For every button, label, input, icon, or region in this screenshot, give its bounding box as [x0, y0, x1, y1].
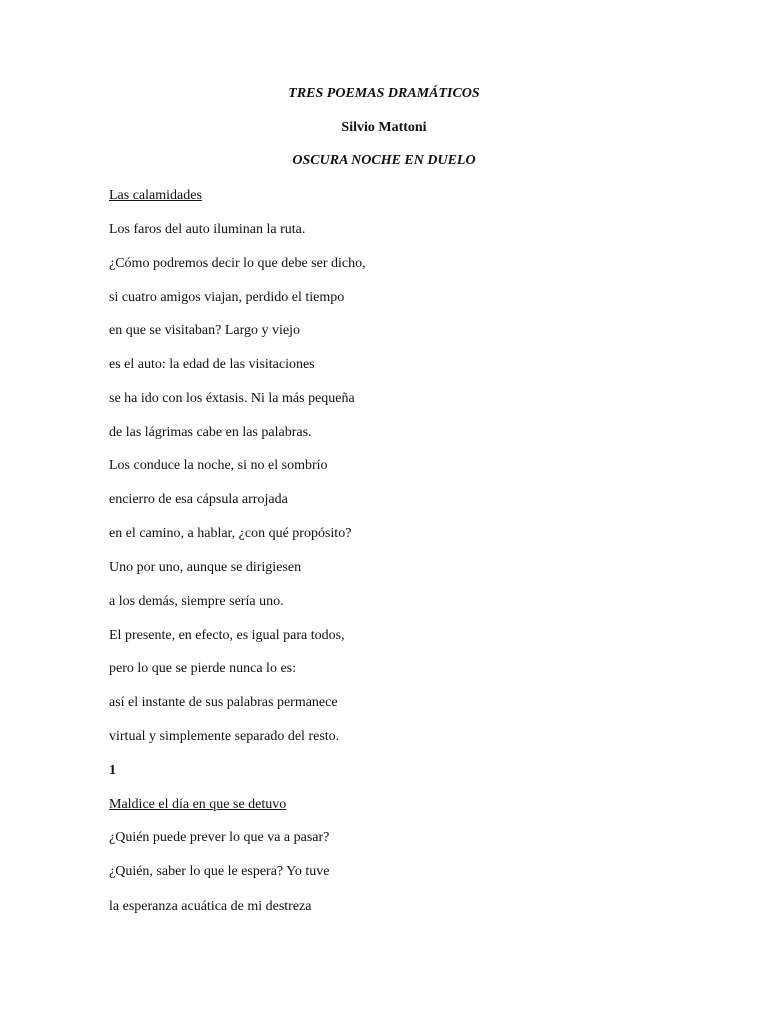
- poem-line: El presente, en efecto, es igual para todos,: [109, 628, 345, 643]
- poem-title: OSCURA NOCHE EN DUELO: [292, 153, 476, 168]
- poem-line: si cuatro amigos viajan, perdido el tiempo: [109, 290, 345, 305]
- poem-line: Los conduce la noche, si no el sombrío: [109, 458, 328, 473]
- poem-line: se ha ido con los éxtasis. Ni la más pequeña: [109, 391, 355, 406]
- poem-line: ¿Quién puede prever lo que va a pasar?: [109, 830, 330, 845]
- section-heading-maldice: Maldice el día en que se detuvo: [109, 797, 287, 812]
- poem-line: ¿Quién, saber lo que le espera? Yo tuve: [109, 864, 330, 879]
- section-heading-las-calamidades: Las calamidades: [109, 188, 202, 203]
- poem-line: virtual y simplemente separado del resto.: [109, 729, 340, 744]
- poem-line: a los demás, siempre sería uno.: [109, 594, 284, 609]
- poem-line: ¿Cómo podremos decir lo que debe ser dicho,: [109, 256, 366, 271]
- poem-line: de las lágrimas cabe en las palabras.: [109, 425, 312, 440]
- part-number: 1: [109, 763, 116, 778]
- poem-line: la esperanza acuática de mi destreza: [109, 899, 312, 914]
- poem-line: así el instante de sus palabras permanece: [109, 695, 338, 710]
- poem-line: Uno por uno, aunque se dirigiesen: [109, 560, 302, 575]
- poem-line: pero lo que se pierde nunca lo es:: [109, 661, 296, 676]
- poem-line: en que se visitaban? Largo y viejo: [109, 323, 301, 338]
- poem-line: encierro de esa cápsula arrojada: [109, 492, 288, 507]
- document-author: Silvio Mattoni: [341, 120, 427, 135]
- poem-line: Los faros del auto iluminan la ruta.: [109, 222, 306, 237]
- poem-line: es el auto: la edad de las visitaciones: [109, 357, 315, 372]
- poem-line: en el camino, a hablar, ¿con qué propósito?: [109, 526, 352, 541]
- document-title: TRES POEMAS DRAMÁTICOS: [288, 86, 480, 101]
